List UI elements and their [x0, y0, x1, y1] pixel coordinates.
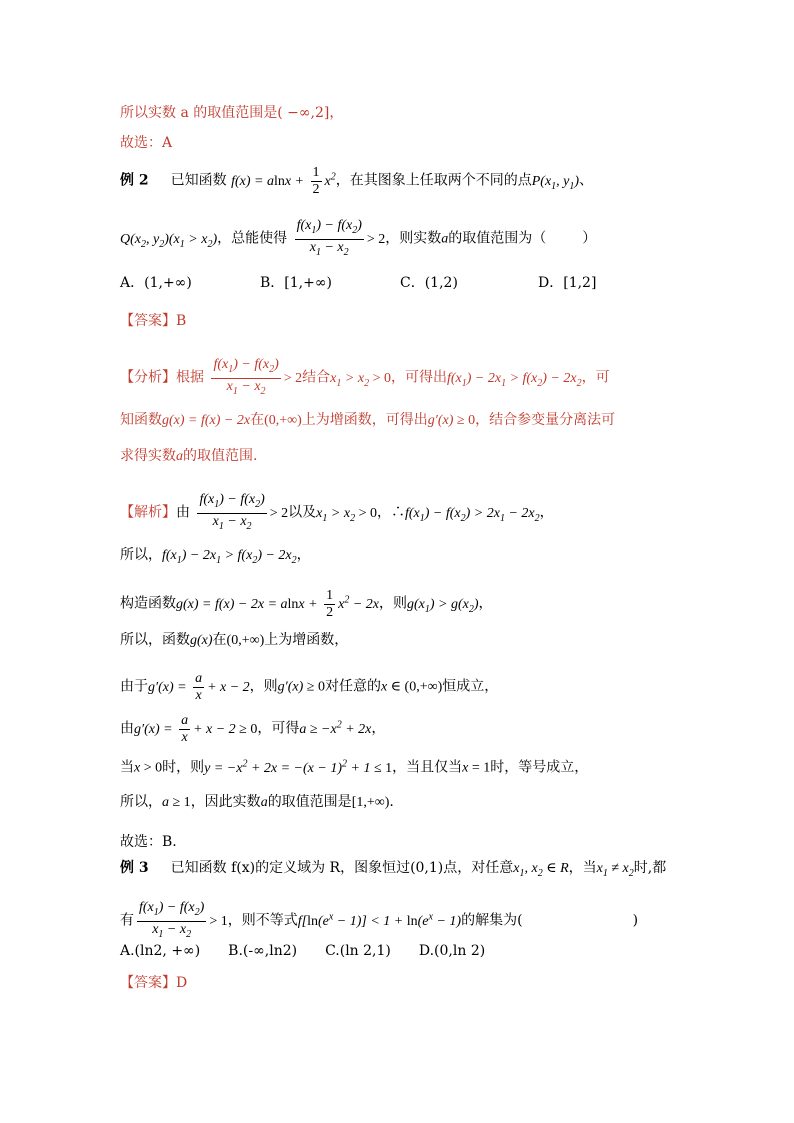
function-def: f(x) = alnx + $\frac{1}{2}$ $x^2$	[231, 165, 336, 197]
solution-line1: 【解析】由 $\frac{f(x_1) - f(x_2)}{x_1 - x_2}$ > 2以及$x_1 > x_2 > 0$，$\therefore f(x_1) - f(x_2) > 2x_1 - 2x_2$，	[120, 492, 554, 532]
choice-a-conclusion: 故选：A	[120, 135, 173, 151]
choose-b: 故选：B.	[120, 834, 177, 850]
ex2-text: ）	[582, 230, 597, 247]
ex2-text: ，在其图象上任取两个不同的点	[335, 172, 532, 189]
option-d: D．[1,2]	[538, 275, 597, 291]
example-2-stem-line2: $Q(x_2$, $y_2)(x_1 > x_2)$，总能使得 $\frac{f(x_1) - f(x_2)}{x_1 - x_2}$ > 2，则实数a的取值范围为（ ）	[120, 218, 597, 258]
ex2-text: 的取值范围为（	[448, 230, 547, 247]
example-2-options	[120, 273, 596, 293]
analysis-line3: 求得实数a的取值范围.	[120, 448, 258, 464]
example-3-stem-line1: 例 3 已知函数 f(x)的定义域为 R，图象恒过(0,1)点，对任意$x_1$, $x_2$ ∈ R，当$x_1 \ne x_2$时,都	[120, 860, 667, 879]
range-conclusion: 所以实数 a 的取值范围是( −∞,2]，	[120, 105, 344, 121]
example-2-stem-line1: 例 2 已知函数 f(x) = alnx + $\frac{1}{2}$ $x^2$，在其图象上任取两个不同的点$P(x_1$, $y_1$)、	[120, 165, 594, 197]
point-q: $Q(x_2$, $y_2)(x_1 > x_2)$	[120, 231, 218, 250]
ex2-text: 已知函数	[170, 172, 227, 189]
answer-3: 【答案】D	[120, 975, 188, 991]
solution-line7: 当x > 0时，则$y = -x^2 + 2x = -(x - 1)^2 + 1 \le 1$，当且仅当x = 1时，等号成立，	[120, 758, 589, 776]
ex2-text: ，则实数	[385, 230, 442, 247]
analysis-line1: 【分析】根据 $\frac{f(x_1) - f(x_2)}{x_1 - x_2}$ > 2结合$x_1 > x_2 > 0$，可得出$f(x_1) - 2x_1 > f(x_2) - 2x_2$，可	[120, 357, 610, 397]
example-3-stem-line2: 有 $\frac{f(x_1) - f(x_2)}{x_1 - x_2}$ > 1，则不等式$f[\ln(e^x - 1)] < 1 + \ln(e^x - 1)$的解集为( )	[120, 900, 639, 940]
analysis-line2: 知函数g(x) = f(x) − 2x在(0,+∞)上为增函数，可得出g′(x) ≥ 0，结合参变量分离法可	[120, 412, 616, 428]
difference-quotient: $\frac{f(x_1) - f(x_2)}{x_1 - x_2}$ > 2	[296, 218, 386, 258]
point-p: $P(x_1$, $y_1$)	[531, 173, 580, 192]
option-a: A．(1,+∞)	[120, 275, 192, 291]
example-3-options: A.(ln2, +∞) B.(-∞,ln2) C.(ln 2,1) D.(0,ln 2)	[120, 943, 486, 959]
solution-line4: 所以，函数g(x)在(0,+∞)上为增函数，	[120, 632, 349, 648]
example-2-label: 例 2	[120, 172, 149, 189]
solution-line8: 所以，a ≥ 1，因此实数a的取值范围是[1,+∞).	[120, 794, 394, 810]
ex2-text: ，总能使得	[217, 230, 288, 247]
solution-line2: 所以，$f(x_1) - 2x_1 > f(x_2) - 2x_2$，	[120, 547, 311, 566]
solution-line3: 构造函数g(x) = f(x) − 2x = alnx + $\frac{1}{2}$ $x^2 - 2x$，则$g(x_1) > g(x_2)$，	[120, 588, 493, 620]
option-b: B．[1,+∞)	[260, 275, 332, 291]
solution-line5: 由于g′(x) = $\frac{a}{x}$ + x − 2，则g′(x) ≥ 0对任意的x ∈ (0,+∞)恒成立，	[120, 671, 499, 703]
answer-2: 【答案】B	[120, 313, 187, 329]
solution-line6: 由g′(x) = $\frac{a}{x}$ + x − 2 ≥ 0，可得$a \ge -x^2 + 2x$，	[120, 713, 386, 745]
option-c: C．(1,2)	[400, 275, 458, 291]
